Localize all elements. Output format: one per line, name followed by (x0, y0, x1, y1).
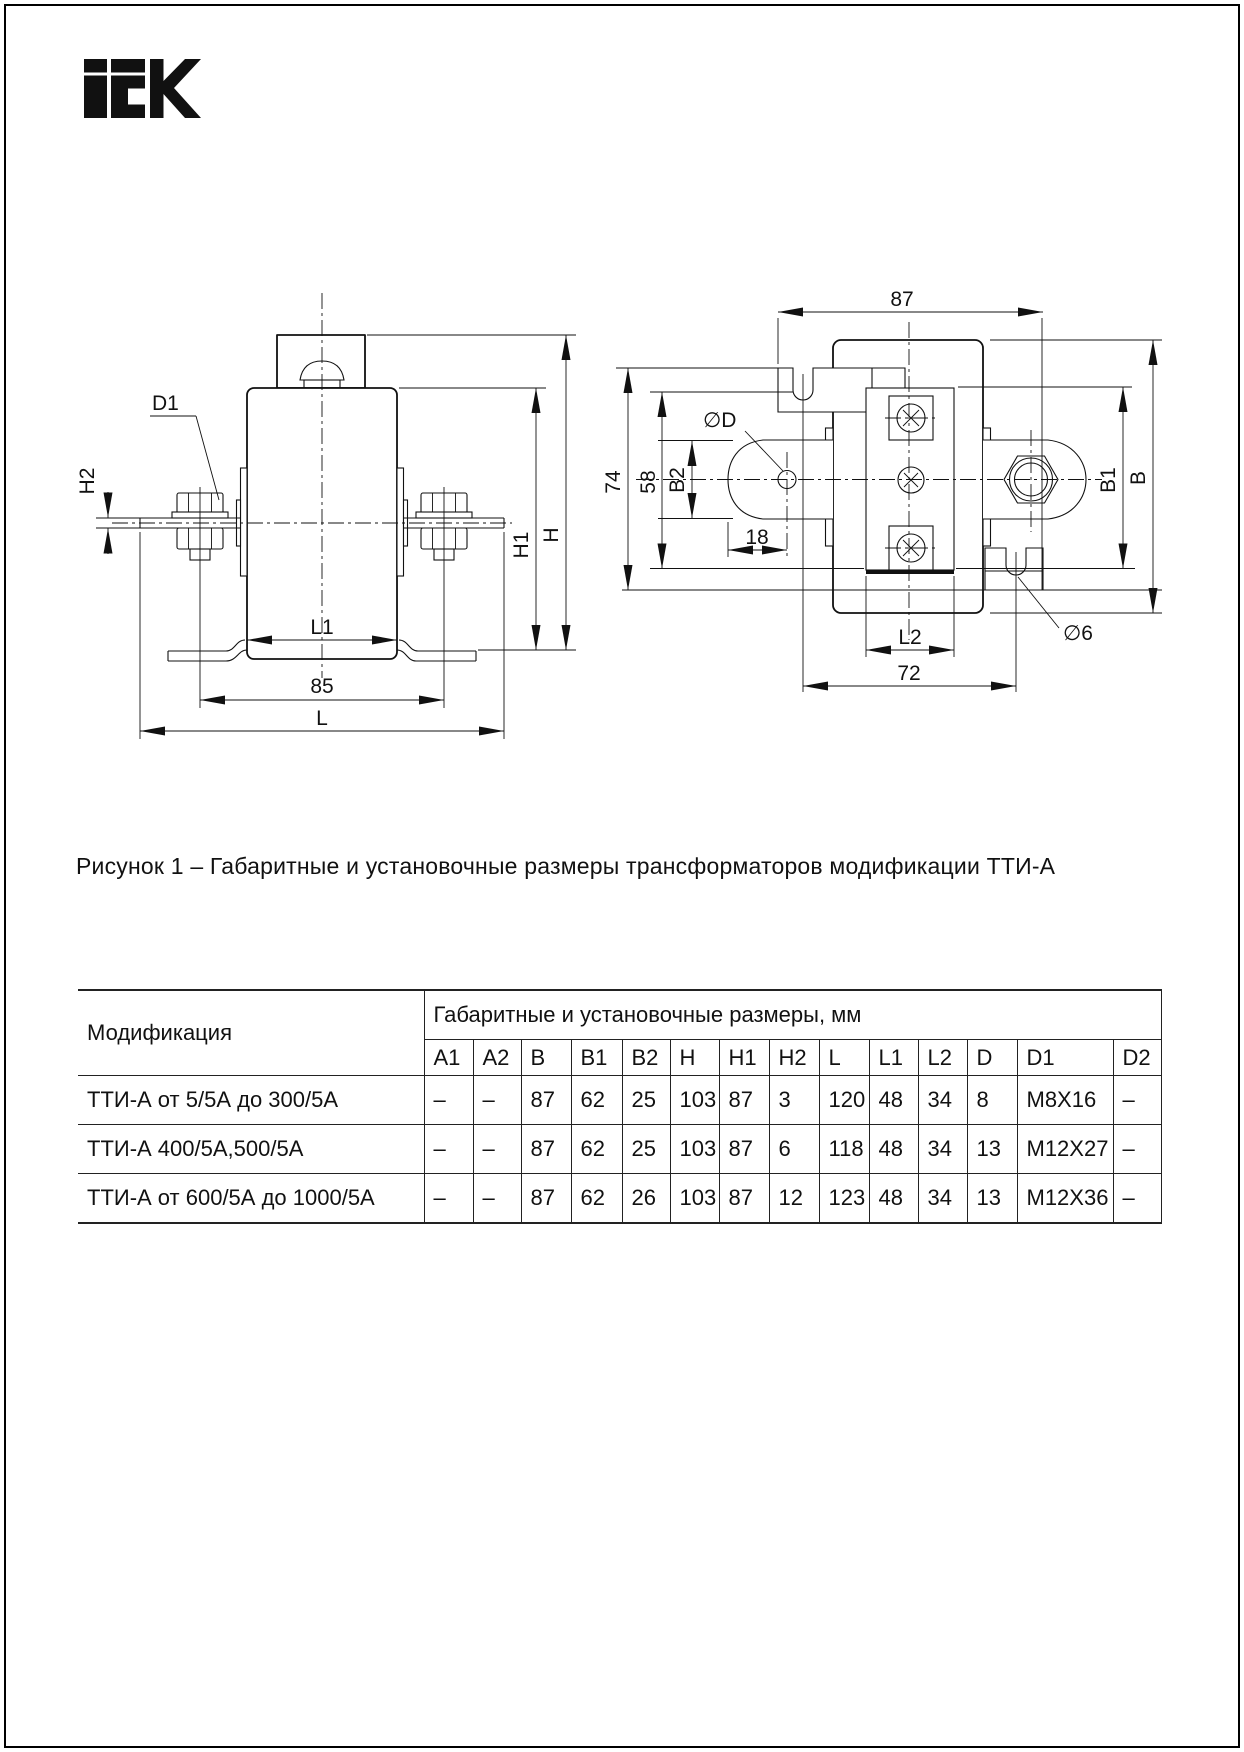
dimensions-table (78, 989, 1162, 1224)
row-modification: ТТИ-А от 5/5А до 300/5А (78, 1076, 424, 1125)
col-header-h2: H2 (769, 1040, 819, 1076)
col-header-d1: D1 (1017, 1040, 1113, 1076)
dim-label-d1: D1 (152, 392, 179, 415)
dim-label-h1: H1 (510, 531, 533, 559)
dim-label-h: H (540, 527, 563, 543)
dim-label-74: 74 (602, 470, 625, 494)
col-header-d: D (967, 1040, 1017, 1076)
front-view (76, 293, 576, 739)
terminal-block (866, 388, 954, 574)
table-row: ТТИ-А от 5/5А до 300/5А – – 87 62 25 103 87 3 120 48 34 8 M8X16 – (78, 1076, 1161, 1125)
dim-label-h2: H2 (76, 467, 99, 495)
dim-label-b: B (1127, 470, 1150, 486)
col-header-a2: A2 (473, 1040, 521, 1076)
table-row: ТТИ-А 400/5А,500/5А – – 87 62 25 103 87 6 118 48 34 13 M12X27 – (78, 1125, 1161, 1174)
dim-label-dia-6: ∅6 (1063, 622, 1093, 645)
row-modification: ТТИ-А от 600/5А до 1000/5А (78, 1174, 424, 1224)
row-modification: ТТИ-А 400/5А,500/5А (78, 1125, 424, 1174)
dim-label-72: 72 (897, 662, 921, 685)
col-header-h1: H1 (719, 1040, 769, 1076)
figure-drawings (0, 0, 1244, 780)
col-header-h: H (670, 1040, 719, 1076)
table-col1-header: Модификация (78, 990, 424, 1076)
dim-label-58: 58 (637, 470, 660, 494)
dim-label-87: 87 (890, 288, 914, 311)
dim-label-85: 85 (310, 675, 334, 698)
col-header-b2: B2 (622, 1040, 670, 1076)
col-header-b1: B1 (571, 1040, 622, 1076)
col-header-l: L (819, 1040, 869, 1076)
figure-caption: Рисунок 1 – Габаритные и установочные размеры трансформаторов модификации ТТИ-А (76, 853, 1056, 879)
col-header-l1: L1 (869, 1040, 918, 1076)
dim-label-18: 18 (745, 526, 769, 549)
col-header-a1: A1 (424, 1040, 473, 1076)
table-row: ТТИ-А от 600/5А до 1000/5А – – 87 62 26 103 87 12 123 48 34 13 M12X36 – (78, 1174, 1161, 1224)
dim-label-l2: L2 (898, 626, 922, 649)
dim-label-b1: B1 (1097, 467, 1120, 493)
col-header-d2: D2 (1113, 1040, 1161, 1076)
table-group-header: Габаритные и установочные размеры, мм (424, 990, 1161, 1040)
col-header-b: B (521, 1040, 571, 1076)
dim-label-l1: L1 (310, 616, 334, 639)
dim-label-dia-d: ∅D (703, 409, 737, 432)
col-header-l2: L2 (918, 1040, 967, 1076)
side-view (602, 288, 1162, 692)
dim-label-l: L (316, 707, 328, 730)
dim-label-b2: B2 (666, 467, 689, 493)
